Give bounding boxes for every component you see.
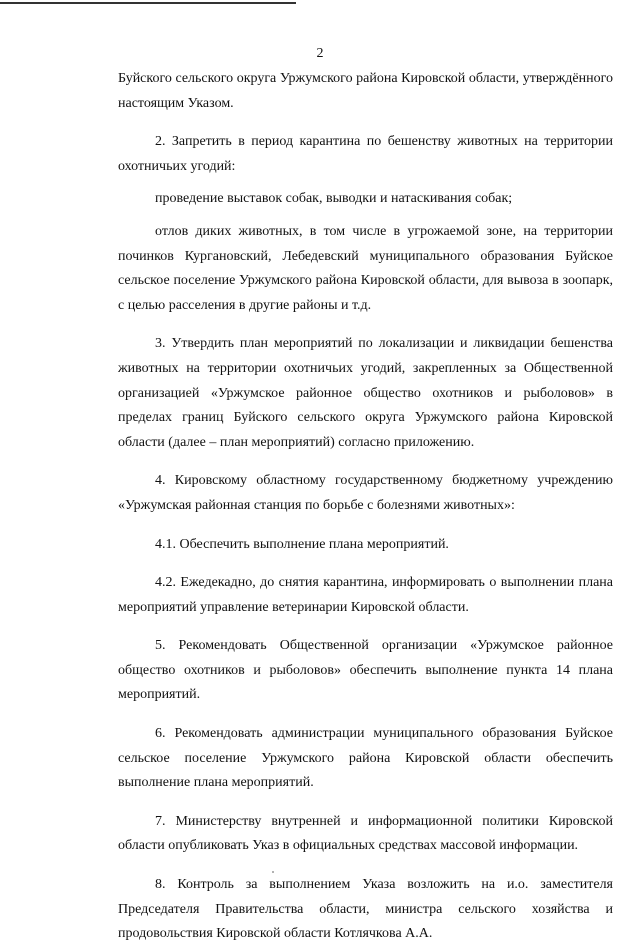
page-number: 2 [316,46,324,61]
paragraph-item-2-sub-1: проведение выставок собак, выводки и натаскивания собак; [155,191,513,207]
top-rule [0,2,296,4]
scan-speck [272,871,274,873]
paragraph-item-8: 8. Контроль за выполнением Указа возложить на и.о. заместителя Председателя Правительства области, министра сельского хозяйства и продовольствия Кировской области Котлячкова А.А. [118,877,613,942]
paragraph-item-4: 4. Кировскому областному государственному бюджетному учреждению «Уржумская районная станция по борьбе с болезнями животных»: [118,473,613,513]
paragraph-item-3: 3. Утвердить план мероприятий по локализации и ликвидации бешенства животных на территории охотничьих угодий, закрепленных за Общественной организацией «Уржумское районное общество охотников и рыболовов» в пределах границ Буйского сельского округа Уржумского района Кировской области (далее – план мероприятий) согласно приложению. [118,336,613,450]
paragraph-item-4-1: 4.1. Обеспечить выполнение плана мероприятий. [155,536,449,552]
paragraph-item-5: 5. Рекомендовать Общественной организации «Уржумское районное общество охотников и рыболовов» обеспечить выполнение пункта 14 плана мероприятий. [118,638,613,703]
document-body [118,67,613,947]
paragraph-continuation: Буйского сельского округа Уржумского района Кировской области, утверждённого настоящим Указом. [118,71,613,111]
paragraph-item-7: 7. Министерству внутренней и информационной политики Кировской области опубликовать Указ в официальных средствах массовой информации. [118,813,613,854]
paragraph-item-2-sub-2: отлов диких животных, в том числе в угрожаемой зоне, на территории починков Кургановский, Лебедевский муниципального образования Буйское сельское поселение Уржумского района Кировской области, для вывоза в зоопарк, с целью расселения в другие районы и т.д. [118,223,613,313]
paragraph-item-4-2: 4.2. Ежедекадно, до снятия карантина, информировать о выполнении плана мероприятий управление ветеринарии Кировской области. [118,575,613,615]
paragraph-item-6: 6. Рекомендовать администрации муниципального образования Буйское сельское поселение Уржумского района Кировской области обеспечить выполнение плана мероприятий. [118,726,613,791]
paragraph-item-2: 2. Запретить в период карантина по бешенству животных на территории охотничьих угодий: [118,134,613,174]
